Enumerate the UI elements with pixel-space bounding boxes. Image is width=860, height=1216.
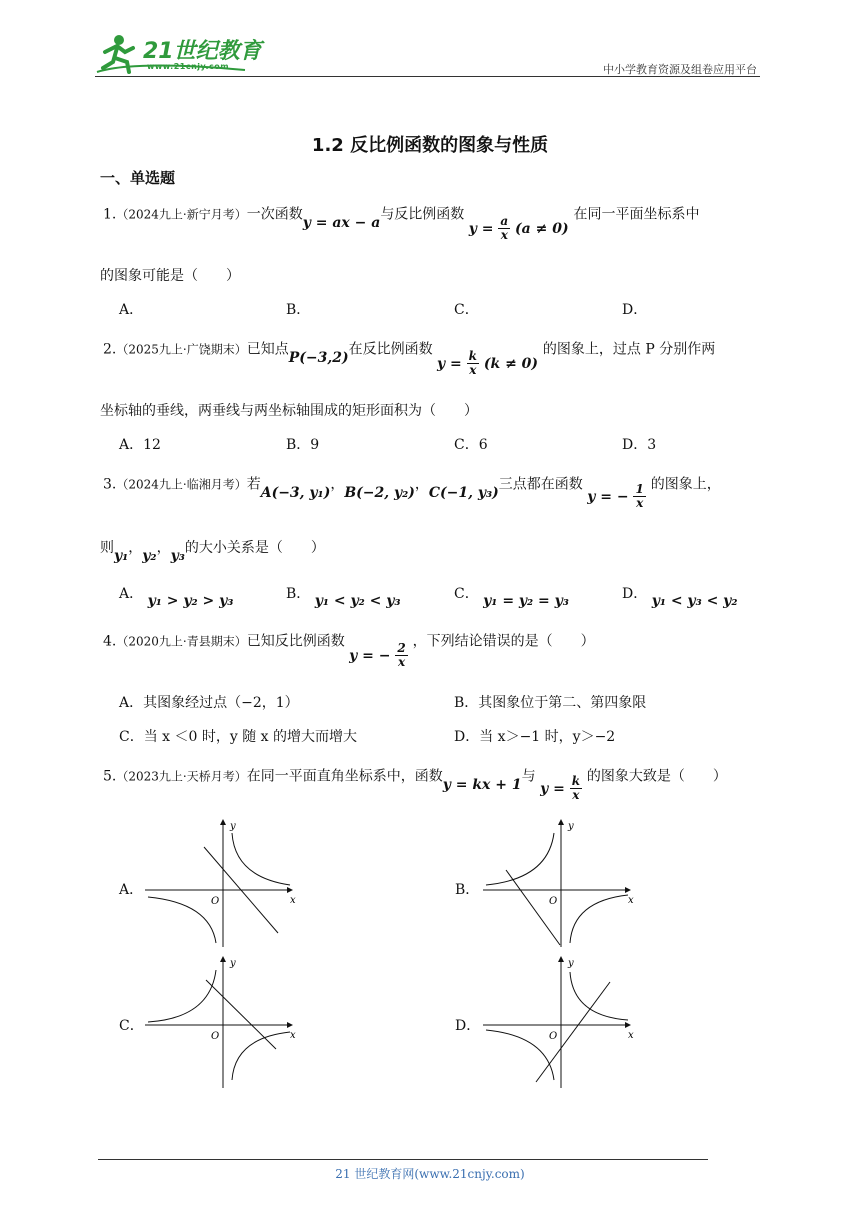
graph-a-y-label: y bbox=[230, 821, 236, 832]
graph-b[interactable] bbox=[478, 815, 643, 950]
footer-divider bbox=[98, 1159, 708, 1160]
point-b-expr: B(−2, y₂) bbox=[344, 484, 415, 501]
svg-text:x: x bbox=[628, 895, 634, 906]
graph-d[interactable] bbox=[478, 952, 643, 1090]
page-title: 1.2 反比例函数的图象与性质 bbox=[311, 135, 549, 156]
question-3: 3.（2024九上·临湘月考）若A(−3, y₁)，B(−2, y₂)，C(−1, y₃)三点都在函数 y = − $\frac{1}{x}$ 的图象上， bbox=[103, 476, 721, 510]
linear-kx-expr: y = kx + 1 bbox=[442, 776, 522, 793]
q3-option-c[interactable]: C． y₁ = y₂ = y₃ bbox=[454, 586, 569, 609]
header-divider bbox=[95, 76, 760, 77]
svg-text:x: x bbox=[628, 1030, 634, 1041]
point-p-expr: P(−3,2) bbox=[288, 349, 349, 366]
section-heading: 一、单选题 bbox=[100, 169, 176, 187]
graph-a[interactable] bbox=[140, 815, 305, 950]
logo-url: www.21cnjy.com bbox=[147, 62, 230, 71]
q5-option-a[interactable]: A． bbox=[119, 882, 144, 898]
q5-option-d[interactable]: D． bbox=[455, 1018, 481, 1034]
q1-option-a[interactable]: A． bbox=[119, 302, 144, 318]
q1-option-d[interactable]: D． bbox=[622, 302, 648, 318]
question-2-line-2: 坐标轴的垂线，两垂线与两坐标轴围成的矩形面积为（ ） bbox=[100, 403, 478, 419]
svg-text:y: y bbox=[230, 958, 236, 969]
q2-option-d[interactable]: D．3 bbox=[622, 437, 657, 453]
svg-text:O: O bbox=[549, 896, 558, 907]
point-c-expr: C(−1, y₃) bbox=[428, 484, 499, 501]
q4-option-c[interactable]: C．当 x ＜0 时，y 随 x 的增大而增大 bbox=[119, 729, 358, 745]
graph-a-x-label: x bbox=[290, 895, 296, 906]
platform-name: 中小学教育资源及组卷应用平台 bbox=[603, 63, 757, 76]
logo-text: 21世纪教育 bbox=[143, 39, 262, 64]
question-4: 4.（2020九上·青县期末）已知反比例函数 y = − $\frac{2}{x}$ ，下列结论错误的是（ ） bbox=[103, 633, 595, 669]
q2-option-b[interactable]: B．9 bbox=[286, 437, 320, 453]
point-a-expr: A(−3, y₁) bbox=[260, 484, 331, 501]
footer-text[interactable]: 21 世纪教育网(www.21cnjy.com) bbox=[335, 1167, 525, 1181]
svg-text:y: y bbox=[568, 821, 574, 832]
question-1: 1.（2024九上·新宁月考）一次函数y = ax − a与反比例函数 y = $\frac{a}{x}$ (a ≠ 0) 在同一平面坐标系中 bbox=[103, 206, 700, 242]
question-1-line-2: 的图象可能是（ ） bbox=[100, 268, 240, 284]
svg-text:O: O bbox=[211, 1031, 220, 1042]
q3-option-a[interactable]: A． y₁ > y₂ > y₃ bbox=[119, 586, 234, 609]
q4-option-a[interactable]: A．其图象经过点（−2，1） bbox=[119, 695, 299, 711]
q3-option-b[interactable]: B． y₁ < y₂ < y₃ bbox=[286, 586, 401, 609]
question-5: 5.（2023九上·天桥月考）在同一平面直角坐标系中，函数y = kx + 1与 y = $\frac{k}{x}$ 的图象大致是（ ） bbox=[103, 768, 727, 802]
graph-c[interactable] bbox=[140, 952, 305, 1090]
question-3-line-2: 则y₁，y₂，y₃的大小关系是（ ） bbox=[100, 540, 325, 564]
q3-option-d[interactable]: D． y₁ < y₃ < y₂ bbox=[622, 586, 738, 609]
q4-option-b[interactable]: B．其图象位于第二、第四象限 bbox=[454, 695, 647, 711]
q1-option-c[interactable]: C． bbox=[454, 302, 479, 318]
q2-option-c[interactable]: C．6 bbox=[454, 437, 488, 453]
svg-text:O: O bbox=[549, 1031, 558, 1042]
svg-text:x: x bbox=[290, 1030, 296, 1041]
q1-option-b[interactable]: B． bbox=[286, 302, 311, 318]
graph-a-origin: O bbox=[211, 896, 220, 907]
site-logo bbox=[95, 30, 265, 76]
q5-option-b[interactable]: B． bbox=[455, 882, 480, 898]
q2-option-a[interactable]: A．12 bbox=[119, 437, 161, 453]
q4-option-d[interactable]: D．当 x＞−1 时，y＞−2 bbox=[454, 729, 616, 745]
linear-function-expr: y = ax − a bbox=[302, 214, 381, 231]
q5-option-c[interactable]: C． bbox=[119, 1018, 144, 1034]
question-2: 2.（2025九上·广饶期末）已知点P(−3,2)在反比例函数 y = $\frac{k}{x}$ (k ≠ 0) 的图象上，过点 P 分别作两 bbox=[103, 341, 716, 377]
svg-text:y: y bbox=[568, 958, 574, 969]
